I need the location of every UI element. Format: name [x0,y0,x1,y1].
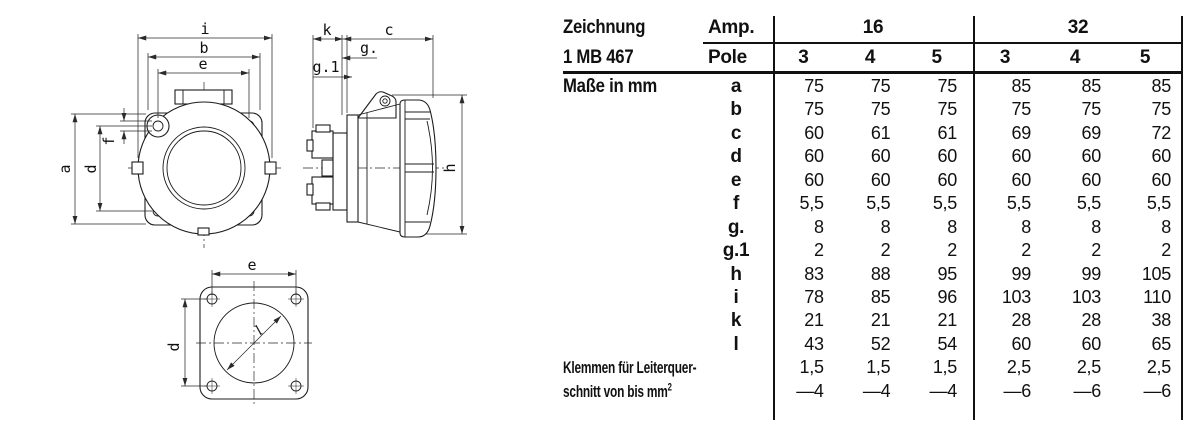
drawing-number: 1 MB 467 [563,47,634,68]
table-cell: 96 [937,286,957,307]
dim-label-e2: e [247,256,257,274]
dim-label-b: b [199,39,209,57]
table-cell: 75 [1081,99,1101,120]
rule-under-amp-row [703,42,1183,44]
pole-col-header: 3 [798,47,809,68]
pole-col-header: 3 [999,47,1011,68]
table-cell: 105 [1141,263,1171,284]
table-cell: 60 [1011,169,1031,190]
technical-drawing [0,0,560,427]
table-cell: —6 [1143,380,1171,401]
table-cell: 69 [1011,122,1031,143]
table-row [563,169,1185,192]
dim-label-c: c [384,21,394,39]
table-cell: 75 [1151,99,1171,120]
dim-label-k: k [322,21,332,39]
col-divider-left [773,16,775,420]
table-cell: 69 [1081,122,1101,143]
table-cell: 1,5 [866,357,891,378]
table-cell: 60 [870,146,891,167]
table-cell: 2 [947,240,957,261]
dim-label-l: l [252,323,267,339]
dim-letter: h [730,263,742,285]
table-cell: 85 [1011,76,1031,96]
table-row [563,216,1185,239]
table-cell: 2 [1021,240,1031,261]
table-title: Zeichnung [563,17,646,38]
table-cell: 21 [870,310,891,331]
table-cell: 99 [1011,263,1031,284]
table-row [563,145,1185,168]
table-cell: 60 [804,122,824,143]
dim-letter: g. [727,216,745,238]
table-cell: 8 [947,216,957,237]
table-cell: 28 [1011,310,1031,331]
table-cell: 72 [1151,122,1171,143]
table-row [563,98,1185,121]
dim-label-g: g. [359,39,379,57]
table-cell: 60 [804,169,824,190]
table-cell: 60 [1151,146,1171,167]
table-cell: 60 [1151,169,1171,190]
rule-under-pole-row [563,71,1183,74]
table-cell: 2 [813,240,824,261]
table-row-klemmen-1 [563,356,1185,379]
section-label: Maße in mm [563,76,657,97]
amp-group-32: 32 [1067,17,1089,38]
table-cell: 75 [937,99,957,120]
side-view [303,21,467,237]
table-cell: 2 [880,240,891,261]
table-cell: 103 [1071,286,1101,307]
table-row [563,122,1185,145]
col-divider-middle [973,16,975,420]
table-row-klemmen-2 [563,380,1185,403]
table-cell: 110 [1143,286,1171,307]
table-cell: 65 [1151,333,1171,354]
table-cell: 1,5 [799,357,824,378]
table-cell: 5,5 [1076,193,1101,214]
dim-label-e: e [198,55,208,73]
dim-letter: g.1 [722,240,750,262]
dimensions-table [563,14,1185,424]
table-cell: 60 [804,146,824,167]
amp-group-16: 16 [862,17,884,38]
table-cell: 5,5 [932,193,957,214]
dim-label-d: d [82,164,100,174]
dim-letter: c [730,122,742,144]
table-cell: 75 [937,76,957,96]
table-cell: 54 [937,333,957,354]
pole-col-header: 4 [1069,47,1081,68]
table-cell: 21 [804,310,824,331]
table-cell: 1,5 [932,357,957,378]
table-cell: 2 [1091,240,1101,261]
table-cell: 85 [870,286,891,307]
dim-letter: k [730,310,742,332]
table-cell: 99 [1081,263,1101,284]
table-cell: 60 [870,169,891,190]
table-row [563,309,1185,332]
dim-label-i: i [200,20,210,38]
dim-letter: l [733,333,739,355]
table-cell: 5,5 [799,193,824,214]
table-cell: 2,5 [1146,357,1171,378]
table-cell: 2,5 [1006,357,1031,378]
table-cell: 43 [804,333,824,354]
table-cell: 75 [804,76,824,96]
klemmen-label-line1: Klemmen für Leiterquer- [563,358,697,378]
dim-letter: b [730,99,742,121]
table-header-amp-row [563,14,1185,43]
bottom-view [165,256,312,405]
table-cell: 28 [1081,310,1101,331]
table-cell: 78 [804,286,824,307]
front-view [56,20,281,248]
table-cell: 61 [870,122,891,143]
table-row [563,333,1185,356]
col-header-pole: Pole [708,47,747,68]
table-cell: 85 [1151,76,1171,96]
table-cell: —4 [796,380,824,401]
table-cell: 8 [813,216,824,237]
table-cell: 83 [804,263,824,284]
table-cell: 85 [1081,76,1101,96]
table-cell: 103 [1001,286,1031,307]
dim-label-g1: g.1 [312,58,340,76]
dim-letter: d [730,146,742,168]
table-cell: 75 [1011,99,1031,120]
table-cell: 95 [937,263,957,284]
table-cell: 5,5 [866,193,891,214]
table-row [563,239,1185,262]
table-cell: 75 [804,99,824,120]
pole-col-header: 5 [931,47,942,68]
table-cell: 8 [1091,216,1101,237]
table-cell: 60 [1081,333,1101,354]
table-cell: 88 [870,263,891,284]
dim-letter: f [732,193,740,215]
table-cell: —6 [1003,380,1031,401]
dim-letter: e [730,169,742,191]
table-cell: 38 [1151,310,1171,331]
dim-label-f: f [100,136,118,146]
table-cell: —4 [862,380,891,401]
pole-col-header: 4 [864,47,876,68]
klemmen-label-line2: schnitt von bis $mm^2$ [563,381,672,401]
table-cell: 8 [880,216,891,237]
table-cell: 60 [937,146,957,167]
table-cell: 75 [870,76,891,96]
dim-label-d2: d [165,342,183,352]
table-cell: 60 [1081,146,1101,167]
table-cell: —4 [929,380,957,401]
table-cell: 8 [1021,216,1031,237]
table-cell: 5,5 [1006,193,1031,214]
table-cell: 2 [1161,240,1171,261]
table-cell: 2,5 [1076,357,1101,378]
table-cell: 60 [1011,146,1031,167]
table-row [563,192,1185,215]
dim-label-a: a [56,164,74,174]
dim-label-h: h [441,163,459,173]
table-row [563,75,1185,98]
table-row [563,263,1185,286]
table-cell: 21 [937,310,957,331]
col-divider-right [1181,16,1183,420]
table-cell: 61 [937,122,957,143]
table-row [563,286,1185,309]
table-cell: 5,5 [1146,193,1171,214]
table-cell: 52 [870,333,891,354]
col-header-amp: Amp. [708,17,755,38]
pole-col-header: 5 [1139,47,1151,68]
table-cell: 60 [1011,333,1031,354]
table-cell: 75 [870,99,891,120]
table-cell: 60 [1081,169,1101,190]
dim-letter: a [730,76,742,97]
table-cell: —6 [1073,380,1101,401]
table-cell: 8 [1161,216,1171,237]
table-cell: 60 [937,169,957,190]
dim-letter: i [733,286,739,308]
